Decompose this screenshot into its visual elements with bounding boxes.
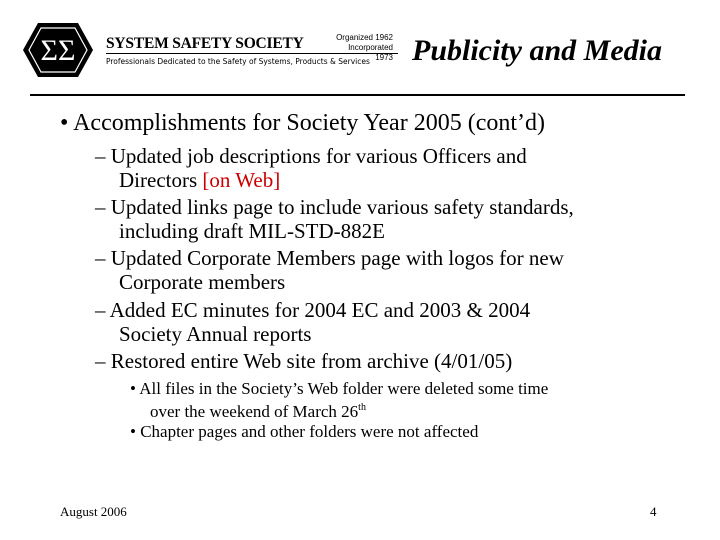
subitem-text: over the weekend of March 26	[150, 401, 359, 421]
footer-date: August 2006	[60, 504, 127, 519]
item-text: Restored entire Web site from archive (4/01/05)	[110, 349, 513, 373]
svg-text:ΣΣ: ΣΣ	[40, 34, 76, 67]
organized-text: Organized 1962	[336, 33, 393, 42]
subitem-text: Chapter pages and other folders were not affected	[140, 422, 479, 441]
item-text: Updated Corporate Members page with logos for new	[110, 246, 564, 270]
list-item: – Updated job descriptions for various Officers and Directors [on Web]	[95, 144, 527, 192]
item-text: Directors	[119, 168, 203, 192]
list-item: – Updated Corporate Members page with logos for new Corporate members	[95, 246, 564, 294]
sigma-logo-icon	[22, 22, 94, 78]
list-item: – Updated links page to include various safety standards, including draft MIL-STD-882E	[95, 195, 574, 243]
incorporated-text: Incorporated 1973	[348, 43, 393, 62]
main-bullet-text: Accomplishments for Society Year 2005 (cont’d)	[73, 110, 545, 136]
subitem-text: All files in the Society’s Web folder were deleted some time	[139, 379, 549, 398]
org-dates	[330, 33, 393, 63]
superscript: th	[358, 402, 366, 413]
item-text: Updated job descriptions for various Officers and	[110, 144, 527, 168]
on-web-highlight: [on Web]	[202, 168, 281, 192]
sub-list-item: • All files in the Society’s Web folder were deleted some time over the weekend of March 26th	[130, 379, 549, 421]
item-text: Corporate members	[119, 270, 286, 294]
org-name: SYSTEM SAFETY SOCIETY	[106, 35, 304, 52]
header-rule	[30, 94, 685, 96]
item-text: including draft MIL-STD-882E	[119, 219, 385, 243]
item-text: Society Annual reports	[119, 322, 312, 346]
list-item: – Added EC minutes for 2004 EC and 2003 & 2004 Society Annual reports	[95, 298, 531, 346]
tagline: Professionals Dedicated to the Safety of Systems, Products & Services	[106, 57, 370, 66]
slide-title: Publicity and Media	[412, 34, 662, 67]
sub-list-item: • Chapter pages and other folders were not affected	[130, 422, 479, 441]
list-item: – Restored entire Web site from archive (4/01/05)	[95, 349, 513, 373]
item-text: Added EC minutes for 2004 EC and 2003 & 2004	[109, 298, 531, 322]
main-bullet: • Accomplishments for Society Year 2005 (cont’d)	[60, 110, 545, 136]
page-number: 4	[650, 504, 657, 519]
item-text: Updated links page to include various safety standards,	[110, 195, 574, 219]
